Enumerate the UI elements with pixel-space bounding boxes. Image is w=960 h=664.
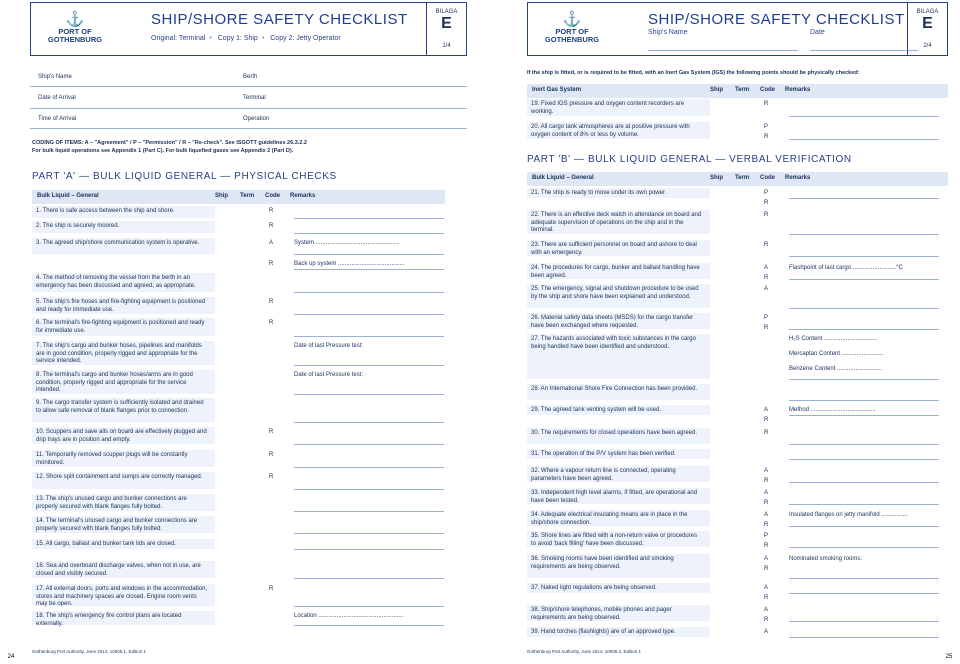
left-footer: Gothenburg Port Authority, June 2014, 10005:1, Edition 1 <box>32 649 146 654</box>
item-code: R <box>764 101 769 107</box>
col-ship: Ship <box>215 193 228 199</box>
checklist-item-text: 36. Smoking rooms have been identified and smoking requirements are being observed. <box>531 556 674 570</box>
igs-table-header <box>527 84 948 98</box>
row-divider <box>294 336 444 337</box>
checklist-item-text: 37. Naked light regulations are being observed. <box>531 585 657 591</box>
coding-line1: CODING OF ITEMS: A – "Agreement" / P – "Permission" / R – "Re-check". See ISGOTT guidelines 26.3.2.2 <box>32 140 307 146</box>
item-remark[interactable]: Insulated flanges on jetty manifold ................ <box>789 512 909 518</box>
checklist-item-text: 21. The ship is ready to move under its own power. <box>531 190 667 196</box>
col-bulk-liquid: Bulk Liquid – General <box>532 175 594 181</box>
item-code: A <box>764 468 769 474</box>
item-code: P <box>764 124 769 130</box>
copy-distribution: Original: Terminal • Copy 1: Ship • Copy 2: Jetty Operator <box>151 35 341 42</box>
checklist-item-text: 5. The ship's fire hoses and fire-fighting equipment is positioned and ready for immediate use. <box>36 299 206 313</box>
item-remark[interactable]: Mercaptan Content ......................... <box>789 351 884 357</box>
checklist-item-text: 6. The terminal's fire-fighting equipment is positioned and ready for immediate use. <box>36 320 205 334</box>
coding-line2: For bulk liquid operations see Appendix 1 (Part C). For bulk liquefied gases see Appendix 2 (Part D). <box>32 148 294 154</box>
col-bulk-liquid: Bulk Liquid – General <box>37 193 99 199</box>
row-divider <box>294 394 444 395</box>
item-code: R <box>764 478 769 484</box>
item-code: R <box>764 595 769 601</box>
row-divider <box>294 422 444 423</box>
checklist-item-text: 20. All cargo tank atmospheres are at positive pressure with oxygen content of 8% or less by volume. <box>531 124 690 138</box>
checklist-item-text: 35. Shore lines are fitted with a non-return valve or procedures to avoid 'back filling' have been discussed. <box>531 533 698 547</box>
item-code: R <box>269 429 274 435</box>
checklist-item-text: 22. There is an effective deck watch in attendance on board and adequate supervision of operations on the ship and in the terminal. <box>531 212 702 233</box>
row-divider <box>789 526 939 527</box>
date-field: Date <box>810 29 825 36</box>
row-divider <box>294 292 444 293</box>
part-b-title: PART 'B' — BULK LIQUID GENERAL — VERBAL VERIFICATION <box>527 154 852 165</box>
checklist-item-text: 3. The agreed ship/shore communication system is operative. <box>36 240 200 246</box>
left-header <box>30 2 467 56</box>
col-code: Code <box>760 87 775 93</box>
row-divider <box>789 504 939 505</box>
item-code: R <box>269 452 274 458</box>
row-divider <box>789 379 939 380</box>
item-code: A <box>764 585 769 591</box>
checklist-item-text: 16. Sea and overboard discharge valves, when not in use, are closed and visibly secured. <box>36 563 201 577</box>
item-remark[interactable]: Method ....................................... <box>789 407 876 413</box>
row-divider <box>789 415 939 416</box>
item-code: R <box>764 543 769 549</box>
item-code: A <box>764 629 769 635</box>
right-header <box>527 2 948 56</box>
checklist-item-text: 15. All cargo, ballast and bunker tank lids are closed. <box>36 541 177 547</box>
left-page <box>0 0 479 664</box>
bilaga-label: BILAGA <box>916 9 939 15</box>
part-b-table-header <box>527 172 948 186</box>
copy-original: Original: Terminal <box>151 35 206 42</box>
row-divider <box>789 400 939 401</box>
checklist-item-text: 33. Independent high level alarms, if fitted, are operational and have been tested. <box>531 490 698 504</box>
col-remarks: Remarks <box>785 87 811 93</box>
anchor-icon: ⚓ <box>65 11 85 28</box>
row-divider <box>789 279 939 280</box>
checklist-item-text: 7. The ship's cargo and bunker hoses, pipelines and manifolds are in good condition, properly rigged and appropriate for the service intended. <box>36 343 202 364</box>
row-divider <box>789 139 939 140</box>
checklist-item-text: 28. An International Shore Fire Connection has been provided. <box>531 386 698 392</box>
item-code: R <box>269 586 274 592</box>
item-code: R <box>269 208 274 214</box>
checklist-item-text: 38. Ship/shore telephones, mobile phones and pager requirements are being observed. <box>531 607 672 621</box>
row-divider <box>789 444 939 445</box>
time-of-arrival-label: Time of Arrival <box>38 116 77 122</box>
checklist-item-text: 29. The agreed tank venting system will be used. <box>531 407 661 413</box>
page-fraction: 1/4 <box>442 43 451 49</box>
copy-ship: Copy 1: Ship <box>217 35 258 42</box>
item-code: R <box>764 522 769 528</box>
item-remark[interactable]: Date of last Pressure test: <box>294 372 364 378</box>
row-divider <box>294 218 444 219</box>
checklist-item-text: 24. The procedures for cargo, bunker and ballast handling have been agreed. <box>531 265 700 279</box>
row-divider <box>789 308 939 309</box>
row-divider <box>294 489 444 490</box>
col-term: Term <box>735 87 750 93</box>
item-code: R <box>764 566 769 572</box>
item-code: A <box>764 607 769 613</box>
item-code: R <box>269 299 274 305</box>
row-divider <box>789 234 939 235</box>
logo-line2: GOTHENBURG <box>544 35 600 44</box>
logo-line1: PORT OF <box>555 27 589 36</box>
checklist-item-text: 31. The operation of the P/V system has been verified. <box>531 451 676 457</box>
item-code: R <box>764 200 769 206</box>
item-code: R <box>764 325 769 331</box>
item-remark[interactable]: Nominated smoking rooms: <box>789 556 863 562</box>
checklist-item-text: 39. Hand torches (flashlights) are of an approved type. <box>531 629 676 635</box>
row-divider <box>789 482 939 483</box>
col-code: Code <box>760 175 775 181</box>
item-code: A <box>764 265 769 271</box>
berth-label: Berth <box>243 74 258 80</box>
col-ship: Ship <box>710 175 723 181</box>
item-remark[interactable]: Location ................................................... <box>294 613 404 619</box>
row-divider <box>294 549 444 550</box>
bilaga-box <box>907 3 947 55</box>
date-of-arrival-label: Date of Arrival <box>38 95 76 101</box>
row-divider <box>294 269 444 270</box>
item-code: A <box>269 240 274 246</box>
checklist-item-text: 25. The emergency, signal and shutdown procedure to be used by the ship and shore have been explained and understood. <box>531 286 699 300</box>
page-fraction: 2/4 <box>923 43 932 49</box>
checklist-item-text: 4. The method of removing the vessel from the berth in an emergency has been discussed and agreed, as appropriate. <box>36 275 196 289</box>
row-divider <box>789 593 939 594</box>
col-inert-gas: Inert Gas System <box>532 87 582 93</box>
item-code: P <box>764 190 769 196</box>
row-divider <box>294 606 444 607</box>
item-code: R <box>269 223 274 229</box>
checklist-item-text: 13. The ship's unused cargo and bunker connections are properly secured with blank flanges fully bolted. <box>36 496 187 510</box>
checklist-item-text: 2. The ship is securely moored. <box>36 223 120 229</box>
bilaga-label: BILAGA <box>435 9 458 15</box>
checklist-item-text: 12. Shore spill containment and sumps are correctly managed. <box>36 474 203 480</box>
checklist-item-text: 32. Where a vapour return line is connected, operating parameters have been agreed. <box>531 468 676 482</box>
item-code: R <box>764 430 769 436</box>
row-divider <box>789 621 939 622</box>
terminal-label: Terminal <box>243 95 266 101</box>
port-logo <box>540 11 604 51</box>
ship-name-field: Ship's Name <box>648 29 688 36</box>
row-divider <box>294 254 444 255</box>
row-divider <box>294 578 444 579</box>
row-divider <box>294 444 444 445</box>
checklist-item-text: 11. Temporarily removed scupper plugs will be constantly monitored. <box>36 452 188 466</box>
bilaga-letter: E <box>441 15 452 32</box>
right-footer: Gothenburg Port Authority, June 2014, 10005:2, Edition 1 <box>527 649 641 654</box>
checklist-item-text: 14. The terminal's unused cargo and bunker connections are properly secured with blank flanges fully bolted. <box>36 518 198 532</box>
item-code: R <box>764 417 769 423</box>
checklist-item-text: 19. Fixed IGS pressure and oxygen content recorders are working. <box>531 101 685 115</box>
part-a-title: PART 'A' — BULK LIQUID GENERAL — PHYSICAL CHECKS <box>32 171 337 182</box>
item-code: R <box>764 134 769 140</box>
copy-jetty: Copy 2: Jetty Operator <box>270 35 341 42</box>
col-term: Term <box>240 193 255 199</box>
row-divider <box>294 625 444 626</box>
right-page-number: 25 <box>938 654 960 664</box>
col-ship: Ship <box>710 87 723 93</box>
item-code: A <box>764 512 769 518</box>
row-divider <box>294 233 444 234</box>
item-code: R <box>764 212 769 218</box>
logo-line1: PORT OF <box>58 27 92 36</box>
checklist-item-text: 34. Adequate electrical insulating means are in place in the ship/shore connection. <box>531 512 688 526</box>
bilaga-box <box>426 3 466 55</box>
row-divider <box>294 365 444 366</box>
row-divider <box>294 314 444 315</box>
checklist-item-text: 26. Material safety data sheets (MSDS) for the cargo transfer have been exchanged where requested. <box>531 315 694 329</box>
item-code: R <box>269 474 274 480</box>
item-code: R <box>764 617 769 623</box>
row-divider <box>294 533 444 534</box>
row-divider <box>294 467 444 468</box>
page-title: SHIP/SHORE SAFETY CHECKLIST <box>648 11 905 28</box>
checklist-item-text: 27. The hazards associated with toxic substances in the cargo being handled have been identified and understood. <box>531 336 696 350</box>
row-divider <box>294 511 444 512</box>
part-a-table-header <box>32 190 445 204</box>
operation-label: Operation <box>243 116 270 122</box>
item-code: R <box>269 261 274 267</box>
item-code: R <box>269 320 274 326</box>
right-page <box>481 0 960 664</box>
bilaga-letter: E <box>922 15 933 32</box>
item-code: R <box>764 242 769 248</box>
item-remark[interactable]: H₂S Content ................................ <box>789 336 878 342</box>
row-divider <box>789 329 939 330</box>
igs-warning: If the ship is fitted, or is required to be fitted, with an Inert Gas System (IGS) the following points should be physically checked: <box>527 70 860 76</box>
row-divider <box>789 547 939 548</box>
item-code: A <box>764 556 769 562</box>
checklist-item-text: 23. There are sufficient personnel on board and ashore to deal with an emergency. <box>531 242 697 256</box>
checklist-item-text: 8. The terminal's cargo and bunker hoses/arms are in good condition, properly rigged and appropriate for the service intended. <box>36 372 193 393</box>
row-divider <box>789 198 939 199</box>
ship-name-label: Ship's Name <box>38 74 72 80</box>
item-remark[interactable]: Back up system ........................................ <box>294 261 405 267</box>
col-term: Term <box>735 175 750 181</box>
page-title: SHIP/SHORE SAFETY CHECKLIST <box>151 11 408 28</box>
row-divider <box>789 256 939 257</box>
checklist-item-text: 9. The cargo transfer system is sufficiently isolated and drained to allow safe removal of blank flanges prior to connection. <box>36 400 204 414</box>
item-code: A <box>764 490 769 496</box>
item-remark[interactable]: Date of last Pressure test: <box>294 343 364 349</box>
anchor-icon: ⚓ <box>562 11 582 28</box>
item-code: R <box>764 275 769 281</box>
col-remarks: Remarks <box>290 193 316 199</box>
item-remark[interactable]: System .................................................. <box>294 240 400 246</box>
item-code: P <box>764 315 769 321</box>
item-code: R <box>764 500 769 506</box>
row-divider <box>789 116 939 117</box>
item-code: A <box>764 286 769 292</box>
item-code: P <box>764 533 769 539</box>
item-remark[interactable]: Flashpoint of last cargo ..........................°C <box>789 265 903 271</box>
left-page-number: 24 <box>0 654 22 664</box>
row-divider <box>789 459 939 460</box>
checklist-item-text: 17. All external doors, ports and windows in the accommodation, stores and machinery spaces are closed. Engine room vents may be open. <box>36 586 208 607</box>
logo-line2: GOTHENBURG <box>47 35 103 44</box>
item-code: A <box>764 407 769 413</box>
port-logo <box>43 11 107 51</box>
item-remark[interactable]: Benzene Content ........................... <box>789 366 883 372</box>
checklist-item-text: 18. The ship's emergency fire control plans are located externally. <box>36 613 182 627</box>
checklist-item-text: 1. There is safe access between the ship and shore. <box>36 208 175 214</box>
row-divider <box>789 578 939 579</box>
col-remarks: Remarks <box>785 175 811 181</box>
col-code: Code <box>265 193 280 199</box>
checklist-item-text: 30. The requirements for closed operations have been agreed. <box>531 430 697 436</box>
checklist-item-text: 10. Scuppers and save alls on board are effectively plugged and drip trays are in position and empty. <box>36 429 207 443</box>
row-divider <box>789 637 939 638</box>
